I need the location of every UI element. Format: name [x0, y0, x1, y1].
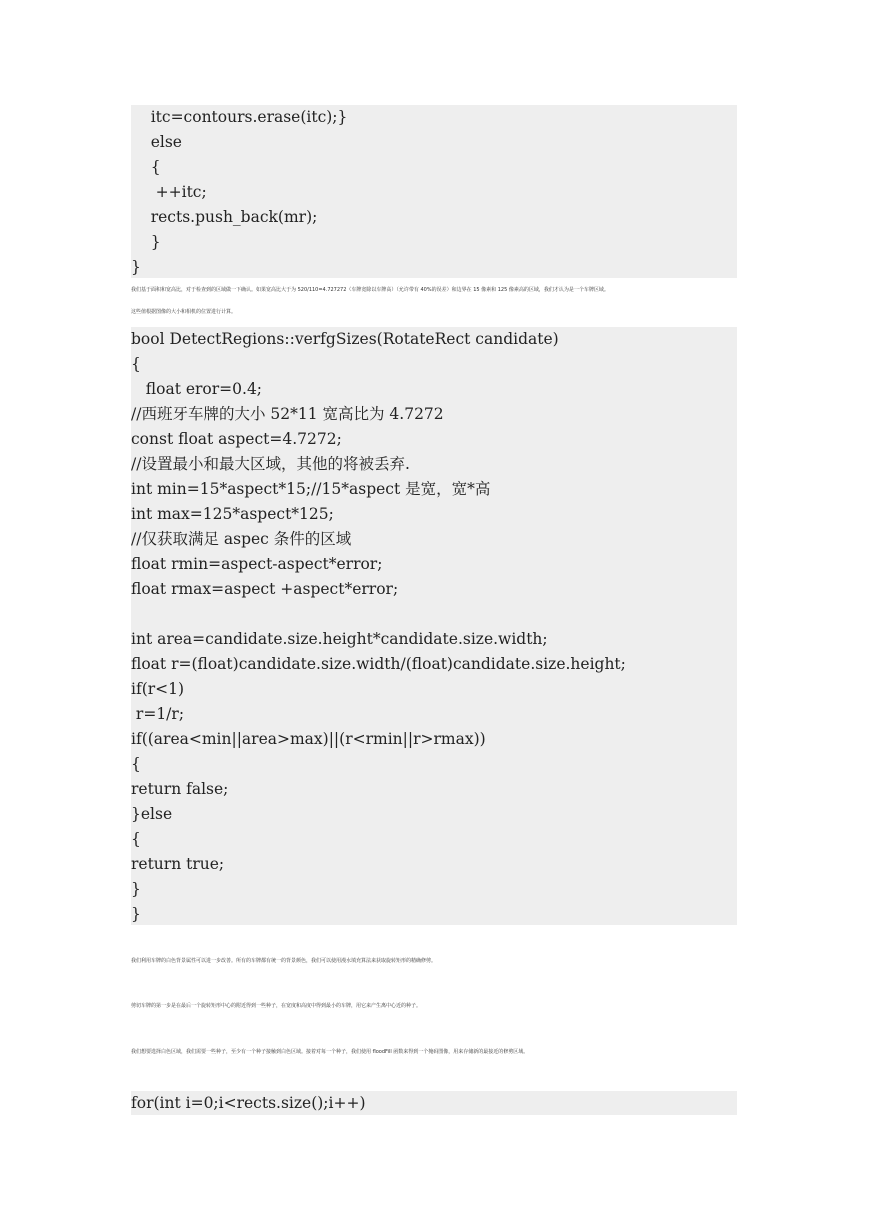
code-line: rects.push_back(mr);: [131, 208, 318, 226]
code-line: ++itc;: [131, 183, 207, 201]
code-line: int min=15*aspect*15;//15*aspect 是宽，宽*高: [131, 480, 491, 498]
code-line: bool DetectRegions::verfgSizes(RotateRect candidate): [131, 330, 559, 348]
code-line: {: [131, 355, 141, 373]
code-line: return false;: [131, 780, 229, 798]
code-block-1: [131, 105, 737, 278]
code-line: {: [131, 755, 141, 773]
code-line: {: [131, 158, 161, 176]
code-line: for(int i=0;i<rects.size();i++): [131, 1094, 366, 1112]
code-line: float rmin=aspect-aspect*error;: [131, 555, 383, 573]
code-block-2: [131, 327, 737, 925]
code-block-3: [131, 1091, 737, 1115]
code-line: const float aspect=4.7272;: [131, 430, 342, 448]
code-line: int max=125*aspect*125;: [131, 505, 334, 523]
paragraph: 这些值根据图像的大小和相机的位置进行计算。: [131, 309, 237, 315]
code-line: }: [131, 258, 141, 276]
paragraph: 我们利用车牌的白色背景属性可以进一步改善。所有的车牌都有统一的背景颜色，我们可以使用漫水填充算法来获取旋转矩形的精确修剪。: [131, 958, 437, 964]
code-line: }: [131, 905, 141, 923]
paragraph: 剪切车牌的第一步是在最后一个旋转矩形中心的附近得到一些种子，在宽度和高度中得到最小的车牌，用它来产生离中心近的种子。: [131, 1003, 422, 1009]
code-line: float rmax=aspect +aspect*error;: [131, 580, 399, 598]
code-line: else: [131, 133, 182, 151]
code-line: float eror=0.4;: [131, 380, 263, 398]
paragraph: 我们基于面积和宽高比，对于检查到的区域做一下确认。如果宽高比大于为 520/110=4.727272（车牌宽除以车牌高）（允许带有 40%的误差）和边界在 15 像素和 125 像素高的区域，我们才认为是一个车牌区域。: [131, 287, 609, 293]
code-line: if(r<1): [131, 680, 185, 698]
code-line: }: [131, 233, 161, 251]
code-line: }else: [131, 805, 173, 823]
code-line: int area=candidate.size.height*candidate.size.width;: [131, 630, 548, 648]
code-line: }: [131, 880, 141, 898]
code-line: if((area<min||area>max)||(r<rmin||r>rmax)): [131, 730, 486, 748]
code-line: //设置最小和最大区域，其他的将被丢弃.: [131, 455, 410, 473]
code-line: {: [131, 830, 141, 848]
code-line: return true;: [131, 855, 225, 873]
code-line: //仅获取满足 aspec 条件的区域: [131, 530, 352, 548]
code-line: //西班牙车牌的大小 52*11 宽高比为 4.7272: [131, 405, 444, 423]
code-line: r=1/r;: [131, 705, 185, 723]
code-line: float r=(float)candidate.size.width/(float)candidate.size.height;: [131, 655, 626, 673]
code-line: itc=contours.erase(itc);}: [131, 108, 348, 126]
paragraph: 我们想要选择白色区域，我们需要一些种子，至少有一个种子接触到白色区域。接着对每一个种子，我们使用 floodFill 函数来得到一个掩码图像，用来存储新的最接近的修剪区域。: [131, 1049, 529, 1055]
